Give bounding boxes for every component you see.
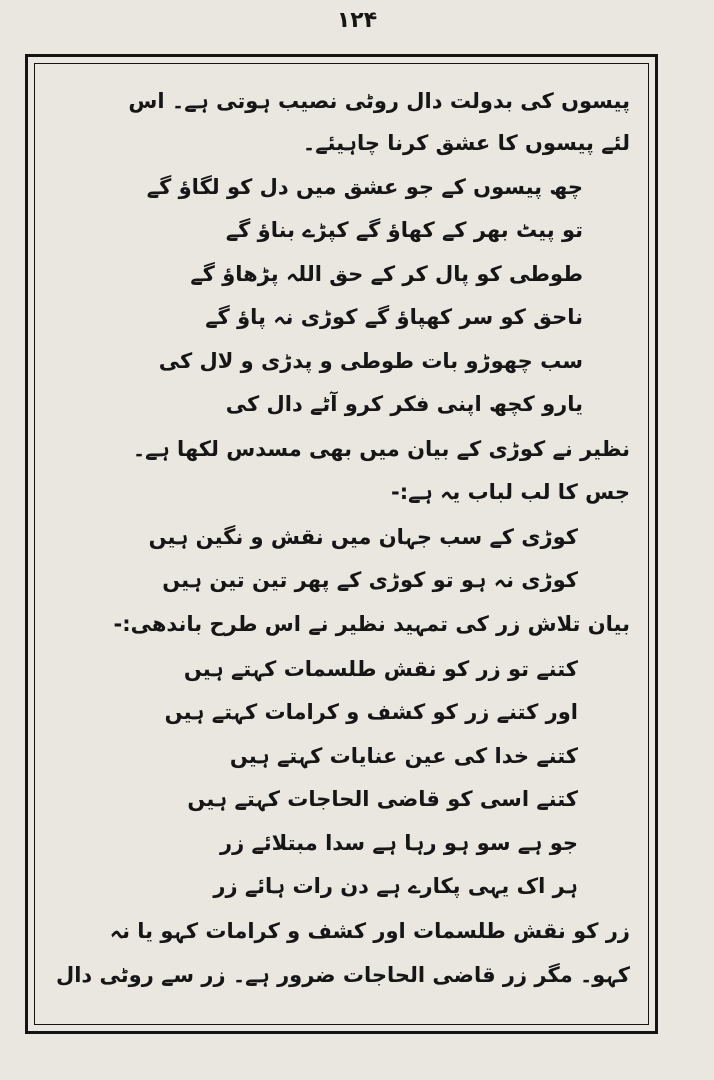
verse-line: طوطی کو پال کر کے حق اللہ پڑھاؤ گے [190,262,583,286]
page-number: ۱۲۴ [336,8,378,33]
verse-line: ہر اک یہی پکارے ہے دن رات ہائے زر [213,874,578,898]
verse-line: کوڑی نہ ہو تو کوڑی کے پھر تین تین ہیں [162,568,578,592]
verse-line: کتنے خدا کی عین عنایات کہتے ہیں [229,744,578,768]
text-line: زر کو نقش طلسمات اور کشف و کرامات کہو یا نہ [109,919,630,943]
text-line: نظیر نے کوڑی کے بیان میں بھی مسدس لکھا ہے۔ [132,437,630,461]
text-line: پیسوں کی بدولت دال روٹی نصیب ہوتی ہے۔ اس [128,89,630,113]
verse-line: جو ہے سو ہو رہا ہے سدا مبتلائے زر [219,831,578,855]
text-body [38,84,638,1024]
verse-line: کتنے تو زر کو نقش طلسمات کہتے ہیں [183,657,578,681]
verse-line: کتنے اسی کو قاضی الحاجات کہتے ہیں [187,787,578,811]
verse-line: یارو کچھ اپنی فکر کرو آٹے دال کی [225,392,583,416]
text-line: جس کا لب لباب یہ ہے:- [391,480,630,504]
verse-line: تو پیٹ بھر کے کھاؤ گے کپڑے بناؤ گے [225,218,583,242]
verse-line: سب چھوڑو بات طوطی و پدڑی و لال کی [158,349,583,373]
verse-line: ناحق کو سر کھپاؤ گے کوڑی نہ پاؤ گے [205,305,583,329]
text-line: کہو۔ مگر زر قاضی الحاجات ضرور ہے۔ زر سے روٹی دال [56,963,630,987]
verse-line: کوڑی کے سب جہان میں نقش و نگین ہیں [148,525,578,549]
verse-line: اور کتنے زر کو کشف و کرامات کہتے ہیں [164,700,578,724]
text-line: بیان تلاش زر کی تمہید نظیر نے اس طرح باندھی:- [113,612,630,636]
verse-line: چھ پیسوں کے جو عشق میں دل کو لگاؤ گے [146,175,583,199]
text-line: لئے پیسوں کا عشق کرنا چاہیئے۔ [302,131,630,155]
